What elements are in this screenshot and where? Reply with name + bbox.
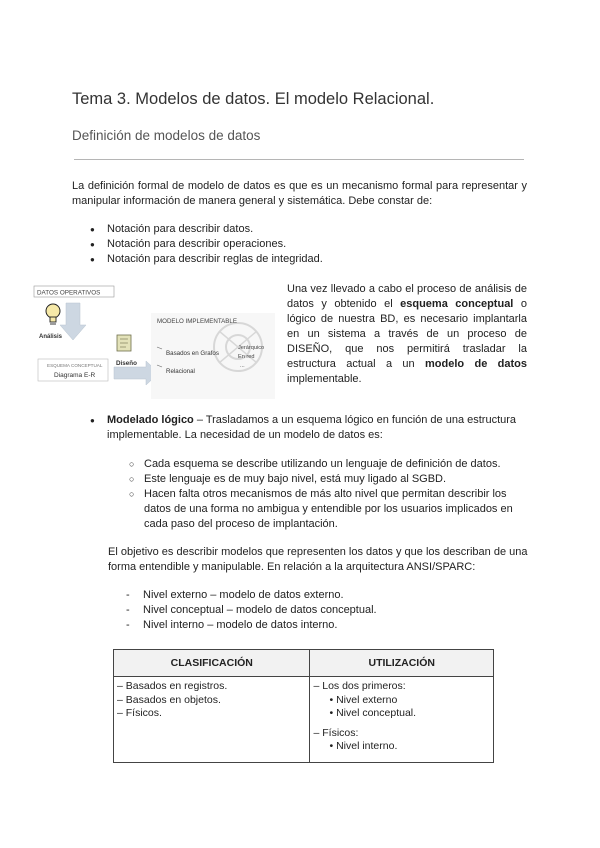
- section-subtitle: Definición de modelos de datos: [72, 128, 261, 143]
- list-item: ● Notación para describir reglas de integridad.: [90, 252, 520, 267]
- arrow-down-icon: [60, 303, 86, 340]
- esquema-conceptual-term: esquema conceptual: [400, 298, 514, 310]
- ellipsis-label: ...: [240, 363, 245, 369]
- table-cell-clasificacion: – Basados en registros. – Basados en objetos. – Físicos.: [114, 677, 310, 763]
- jerarquico-label: Jerárquico: [238, 345, 265, 351]
- er-small-label: ESQUEMA CONCEPTUAL: [47, 363, 103, 368]
- design-process-diagram: [33, 283, 276, 401]
- classification-table: [113, 649, 494, 763]
- analisis-label: Análisis: [39, 334, 63, 340]
- need-list: [129, 457, 519, 532]
- table-cell-utilizacion: – Los dos primeros: • Nivel externo • Nivel conceptual. – Físicos: • Nivel interno.: [310, 677, 494, 763]
- lightbulb-icon: [46, 304, 60, 324]
- list-item: ○ Este lenguaje es de muy bajo nivel, está muy ligado al SGBD.: [129, 472, 519, 487]
- divider: [74, 159, 524, 160]
- basados-grafos-label: Basados en Grafos: [166, 350, 219, 357]
- list-item: - Nivel externo – modelo de datos externo.: [126, 588, 526, 603]
- page-title: Tema 3. Modelos de datos. El modelo Relacional.: [72, 90, 435, 108]
- intro-paragraph: La definición formal de modelo de datos es que es un mecanismo formal para representar y manipular información de manera general y sistemática. Debe constar de:: [72, 180, 527, 207]
- list-item: ○ Cada esquema se describe utilizando un lenguaje de definición de datos.: [129, 457, 519, 472]
- en-red-label: En red: [238, 354, 255, 360]
- modelo-datos-term: modelo de datos: [425, 358, 527, 370]
- design-explanation: Una vez llevado a cabo el proceso de análisis de datos y obtenido el esquema conceptual o lógico de nuestra BD, es necesario implantarla en un sistema a través de un proceso de DISEÑO, que nos permitirá trasladar la estructura actual a un modelo de datos implementable.: [287, 283, 527, 385]
- bullet-icon: ●: [90, 416, 95, 425]
- modelo-implementable-label: MODELO IMPLEMENTABLE: [157, 318, 237, 325]
- logical-modeling-item: ● Modelado lógico – Trasladamos a un esquema lógico en función de una estructura implementable. La necesidad de un modelo de datos es:: [90, 414, 517, 441]
- table-header-utilizacion: UTILIZACIÓN: [310, 650, 494, 677]
- list-item: ○ Hacen falta otros mecanismos de más alto nivel que permitan describir los datos de una forma no ambigua y entendible por los usuarios implicados en cada paso del proceso de implantación.: [129, 487, 519, 532]
- table-header-clasificacion: CLASIFICACIÓN: [114, 650, 310, 677]
- er-diagram-label: Diagrama E-R: [54, 372, 96, 379]
- diseno-label: Diseño: [116, 360, 137, 367]
- list-item: - Nivel interno – modelo de datos interno.: [126, 618, 526, 633]
- datos-operativos-label: DATOS OPERATIVOS: [37, 289, 101, 297]
- list-item: - Nivel conceptual – modelo de datos conceptual.: [126, 603, 526, 618]
- ansi-levels-list: [126, 588, 526, 633]
- list-item: ● Notación para describir datos.: [90, 222, 520, 237]
- requirements-list: [90, 222, 520, 267]
- design-document-icon: [117, 335, 131, 351]
- relacional-label: Relacional: [166, 368, 195, 375]
- logical-modeling-term: Modelado lógico: [107, 414, 194, 426]
- list-item: ● Notación para describir operaciones.: [90, 237, 520, 252]
- objective-paragraph: El objetivo es describir modelos que representen los datos y que los describan de una forma entendible y manipulable. En relación a la arquitectura ANSI/SPARC:: [108, 546, 528, 573]
